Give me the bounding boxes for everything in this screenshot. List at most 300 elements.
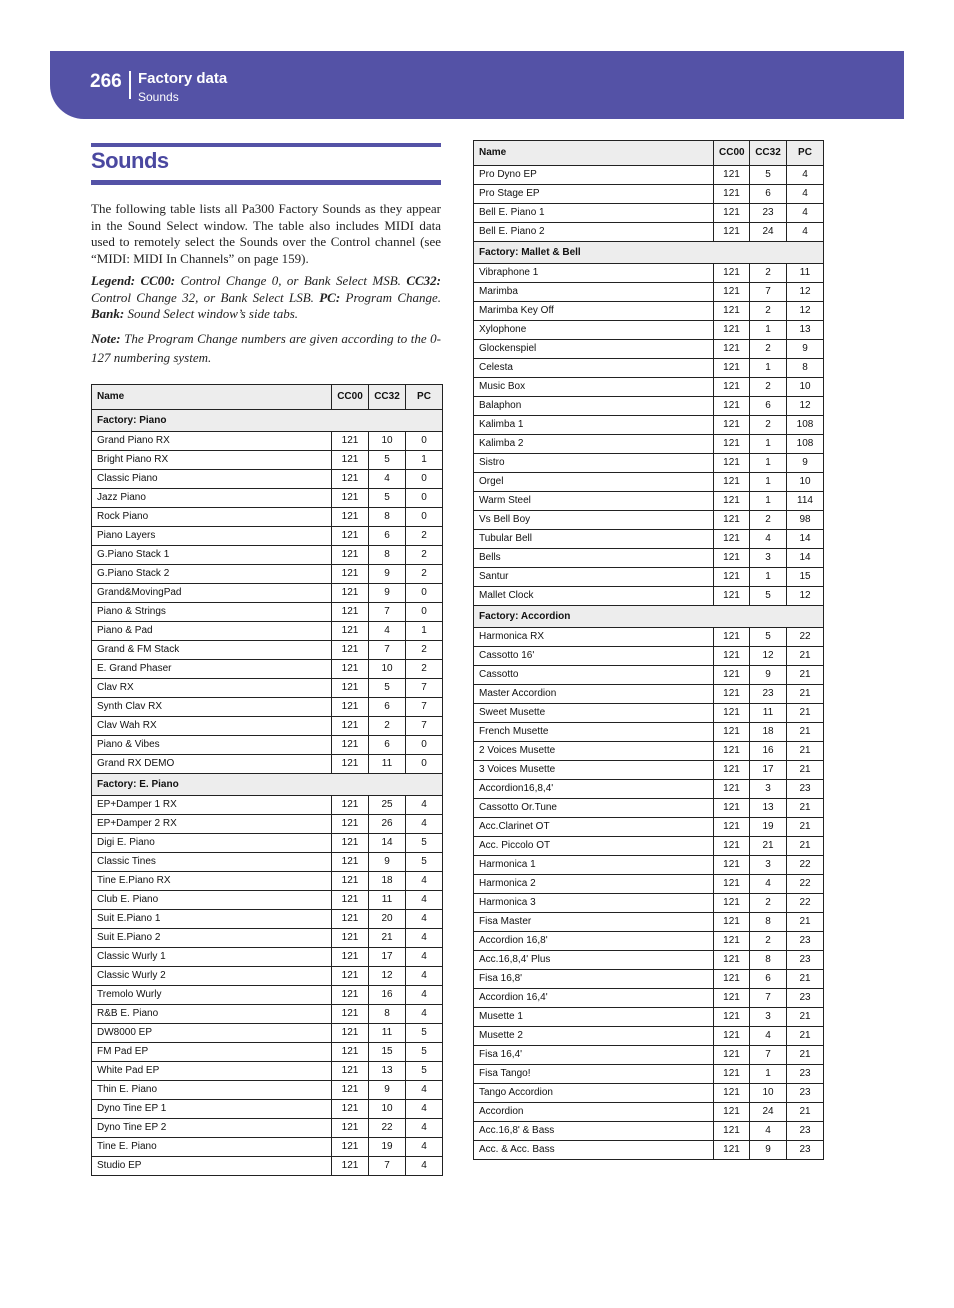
- sound-name-cell: Balaphon: [474, 397, 714, 416]
- pc-cell: 2: [406, 527, 443, 546]
- sounds-table-left: [91, 384, 443, 1176]
- table-row: [474, 549, 824, 568]
- sound-name-cell: Piano & Pad: [92, 622, 332, 641]
- cc32-cell: 2: [369, 717, 406, 736]
- pc-cell: 23: [787, 1141, 824, 1160]
- pc-cell: 23: [787, 1084, 824, 1103]
- cc00-cell: 121: [714, 185, 750, 204]
- cc00-cell: 121: [714, 587, 750, 606]
- sound-name-cell: Dyno Tine EP 1: [92, 1100, 332, 1119]
- sound-name-cell: Celesta: [474, 359, 714, 378]
- cc00-cell: 121: [332, 755, 369, 774]
- cc32-cell: 6: [369, 736, 406, 755]
- table-row: [474, 1141, 824, 1160]
- table-row: [474, 530, 824, 549]
- cc00-cell: 121: [714, 875, 750, 894]
- pc-cell: 21: [787, 837, 824, 856]
- pc-cell: 4: [406, 891, 443, 910]
- table-row: [474, 397, 824, 416]
- table-row: [474, 1027, 824, 1046]
- sound-name-cell: Bell E. Piano 1: [474, 204, 714, 223]
- cc00-cell: 121: [714, 1008, 750, 1027]
- table-row: [92, 641, 443, 660]
- cc32-cell: 4: [750, 1122, 787, 1141]
- page-number: 266: [90, 71, 122, 92]
- cc32-cell: 6: [369, 527, 406, 546]
- cc32-cell: 23: [750, 204, 787, 223]
- pc-cell: 2: [406, 641, 443, 660]
- cc32-cell: 2: [750, 932, 787, 951]
- cc00-cell: 121: [332, 432, 369, 451]
- cc00-cell: 121: [714, 283, 750, 302]
- note-text: The Program Change numbers are given according to the 0-127 numbering system.: [91, 331, 441, 365]
- table-row: [92, 603, 443, 622]
- sound-name-cell: DW8000 EP: [92, 1024, 332, 1043]
- pc-cell: 0: [406, 508, 443, 527]
- cc32-cell: 21: [369, 929, 406, 948]
- sound-name-cell: Digi E. Piano: [92, 834, 332, 853]
- table-row: [474, 1084, 824, 1103]
- table-row: [92, 815, 443, 834]
- sound-name-cell: Fisa 16,4': [474, 1046, 714, 1065]
- sound-name-cell: Musette 2: [474, 1027, 714, 1046]
- cc00-cell: 121: [332, 872, 369, 891]
- sound-name-cell: Vs Bell Boy: [474, 511, 714, 530]
- table-row: [474, 989, 824, 1008]
- cc32-cell: 1: [750, 492, 787, 511]
- table-row: [92, 853, 443, 872]
- cc32-cell: 1: [750, 321, 787, 340]
- cc32-cell: 5: [369, 489, 406, 508]
- pc-cell: 12: [787, 283, 824, 302]
- table-row: [92, 1100, 443, 1119]
- cc00-cell: 121: [714, 204, 750, 223]
- sound-name-cell: Pro Stage EP: [474, 185, 714, 204]
- pc-cell: 5: [406, 1024, 443, 1043]
- cc00-cell: 121: [714, 530, 750, 549]
- sound-name-cell: Santur: [474, 568, 714, 587]
- sound-name-cell: Grand RX DEMO: [92, 755, 332, 774]
- table-row: [474, 780, 824, 799]
- cc32-cell: 23: [750, 685, 787, 704]
- cc32-cell: 19: [750, 818, 787, 837]
- sound-name-cell: Cassotto Or.Tune: [474, 799, 714, 818]
- cc32-cell: 9: [369, 584, 406, 603]
- cc32-cell: 4: [369, 622, 406, 641]
- sound-name-cell: Tremolo Wurly: [92, 986, 332, 1005]
- pc-cell: 4: [406, 986, 443, 1005]
- table-row: [474, 264, 824, 283]
- pc-cell: 14: [787, 549, 824, 568]
- cc32-cell: 13: [369, 1062, 406, 1081]
- table-row: [474, 416, 824, 435]
- table-row: [474, 818, 824, 837]
- sound-name-cell: Harmonica 2: [474, 875, 714, 894]
- sound-name-cell: Acc. & Acc. Bass: [474, 1141, 714, 1160]
- pc-cell: 1: [406, 451, 443, 470]
- table-row: [474, 492, 824, 511]
- pc-cell: 4: [406, 1119, 443, 1138]
- cc00-cell: 121: [332, 584, 369, 603]
- cc32-cell: 3: [750, 549, 787, 568]
- cc32-cell: 2: [750, 340, 787, 359]
- sound-name-cell: Classic Piano: [92, 470, 332, 489]
- table-row: [92, 660, 443, 679]
- table-row: [92, 451, 443, 470]
- cc32-cell: 14: [369, 834, 406, 853]
- cc32-cell: 7: [369, 603, 406, 622]
- table-row: [474, 204, 824, 223]
- table-row: [474, 647, 824, 666]
- table-row: [92, 622, 443, 641]
- cc00-cell: 121: [332, 679, 369, 698]
- cc32-cell: 6: [369, 698, 406, 717]
- cc00-cell: 121: [332, 470, 369, 489]
- cc32-cell: 1: [750, 359, 787, 378]
- table-row: [474, 321, 824, 340]
- sound-name-cell: Music Box: [474, 378, 714, 397]
- cc32-cell: 1: [750, 1065, 787, 1084]
- sound-name-cell: Fisa Tango!: [474, 1065, 714, 1084]
- table-row: [474, 587, 824, 606]
- cc00-cell: 121: [332, 796, 369, 815]
- sound-name-cell: Sweet Musette: [474, 704, 714, 723]
- cc32-cell: 1: [750, 454, 787, 473]
- column-header-name: Name: [92, 385, 332, 410]
- cc32-cell: 21: [750, 837, 787, 856]
- pc-cell: 4: [406, 967, 443, 986]
- cc32-cell: 10: [369, 432, 406, 451]
- cc32-cell: 24: [750, 1103, 787, 1122]
- pc-cell: 4: [406, 910, 443, 929]
- sound-name-cell: Mallet Clock: [474, 587, 714, 606]
- sound-name-cell: 2 Voices Musette: [474, 742, 714, 761]
- cc32-cell: 6: [750, 185, 787, 204]
- cc00-cell: 121: [714, 780, 750, 799]
- cc32-cell: 11: [369, 1024, 406, 1043]
- pc-cell: 5: [406, 1062, 443, 1081]
- table-row: [474, 1122, 824, 1141]
- cc00-cell: 121: [332, 1119, 369, 1138]
- cc32-cell: 11: [369, 891, 406, 910]
- pc-cell: 11: [787, 264, 824, 283]
- table-row: [474, 283, 824, 302]
- pc-cell: 4: [406, 1081, 443, 1100]
- table-row: [92, 910, 443, 929]
- cc00-cell: 121: [332, 698, 369, 717]
- pc-cell: 22: [787, 894, 824, 913]
- sound-name-cell: Accordion: [474, 1103, 714, 1122]
- pc-cell: 13: [787, 321, 824, 340]
- sound-name-cell: White Pad EP: [92, 1062, 332, 1081]
- sound-name-cell: Cassotto: [474, 666, 714, 685]
- pc-cell: 1: [406, 622, 443, 641]
- pc-cell: 0: [406, 755, 443, 774]
- cc00-cell: 121: [714, 321, 750, 340]
- pc-cell: 2: [406, 565, 443, 584]
- sound-name-cell: Studio EP: [92, 1157, 332, 1176]
- cc00-cell: 121: [714, 359, 750, 378]
- cc00-cell: 121: [714, 511, 750, 530]
- cc00-cell: 121: [332, 565, 369, 584]
- table-row: [474, 568, 824, 587]
- pc-cell: 23: [787, 932, 824, 951]
- pc-cell: 21: [787, 970, 824, 989]
- pc-cell: 4: [406, 1100, 443, 1119]
- cc32-cell: 10: [369, 660, 406, 679]
- table-row: [92, 986, 443, 1005]
- cc32-cell: 3: [750, 856, 787, 875]
- sound-name-cell: Grand&MovingPad: [92, 584, 332, 603]
- table-row: [474, 856, 824, 875]
- cc00-cell: 121: [332, 834, 369, 853]
- cc00-cell: 121: [714, 970, 750, 989]
- cc00-cell: 121: [332, 948, 369, 967]
- cc32-text: Control Change 32, or Bank Select LSB.: [91, 289, 314, 305]
- table-row: [92, 796, 443, 815]
- cc32-cell: 22: [369, 1119, 406, 1138]
- cc00-cell: 121: [714, 264, 750, 283]
- table-row: [92, 1005, 443, 1024]
- cc32-cell: 17: [369, 948, 406, 967]
- cc00-cell: 121: [332, 986, 369, 1005]
- cc32-cell: 10: [369, 1100, 406, 1119]
- pc-cell: 8: [787, 359, 824, 378]
- cc32-label: CC32:: [406, 273, 442, 288]
- table-row: [474, 742, 824, 761]
- cc32-cell: 4: [750, 530, 787, 549]
- cc32-cell: 4: [369, 470, 406, 489]
- pc-cell: 10: [787, 378, 824, 397]
- cc00-cell: 121: [714, 704, 750, 723]
- pc-cell: 108: [787, 435, 824, 454]
- sound-name-cell: French Musette: [474, 723, 714, 742]
- cc00-cell: 121: [332, 1043, 369, 1062]
- pc-cell: 23: [787, 1065, 824, 1084]
- pc-cell: 22: [787, 875, 824, 894]
- cc00-cell: 121: [714, 549, 750, 568]
- cc32-cell: 5: [369, 679, 406, 698]
- table-row: [474, 685, 824, 704]
- table-row: [474, 302, 824, 321]
- pc-cell: 21: [787, 685, 824, 704]
- table-row: [92, 546, 443, 565]
- cc32-cell: 11: [750, 704, 787, 723]
- cc00-text: Control Change 0, or Bank Select MSB.: [180, 273, 401, 288]
- cc00-cell: 121: [332, 641, 369, 660]
- table-row: [92, 948, 443, 967]
- cc00-cell: 121: [714, 1027, 750, 1046]
- pc-cell: 9: [787, 340, 824, 359]
- pc-cell: 7: [406, 679, 443, 698]
- sound-name-cell: Acc.Clarinet OT: [474, 818, 714, 837]
- pc-cell: 4: [406, 796, 443, 815]
- category-label: Factory: Accordion: [474, 606, 824, 628]
- table-row: [474, 837, 824, 856]
- pc-cell: 7: [406, 698, 443, 717]
- table-row: [474, 666, 824, 685]
- cc32-cell: 12: [750, 647, 787, 666]
- cc00-cell: 121: [714, 166, 750, 185]
- table-row: [92, 527, 443, 546]
- table-row: [92, 1119, 443, 1138]
- pc-cell: 4: [406, 1005, 443, 1024]
- pc-cell: 21: [787, 647, 824, 666]
- cc32-cell: 1: [750, 435, 787, 454]
- cc00-cell: 121: [332, 1138, 369, 1157]
- cc00-cell: 121: [714, 454, 750, 473]
- pc-cell: 21: [787, 1103, 824, 1122]
- note-paragraph: [91, 330, 441, 367]
- cc00-cell: 121: [332, 891, 369, 910]
- table-row: [92, 489, 443, 508]
- cc32-cell: 19: [369, 1138, 406, 1157]
- pc-cell: 14: [787, 530, 824, 549]
- cc00-cell: 121: [714, 666, 750, 685]
- table-row: [474, 166, 824, 185]
- column-header-name: Name: [474, 141, 714, 166]
- sound-name-cell: Piano & Vibes: [92, 736, 332, 755]
- sound-name-cell: Marimba: [474, 283, 714, 302]
- pc-cell: 2: [406, 660, 443, 679]
- cc00-cell: 121: [714, 435, 750, 454]
- category-label: Factory: Piano: [92, 410, 443, 432]
- sound-name-cell: Marimba Key Off: [474, 302, 714, 321]
- table-row: [92, 1157, 443, 1176]
- pc-cell: 22: [787, 856, 824, 875]
- column-header-cc00: CC00: [332, 385, 369, 410]
- sound-name-cell: Acc. Piccolo OT: [474, 837, 714, 856]
- sound-name-cell: Bell E. Piano 2: [474, 223, 714, 242]
- table-row: [474, 454, 824, 473]
- cc00-label: CC00:: [140, 273, 176, 288]
- pc-cell: 4: [406, 948, 443, 967]
- pc-cell: 21: [787, 704, 824, 723]
- pc-label: PC:: [319, 289, 341, 305]
- pc-cell: 23: [787, 951, 824, 970]
- table-row: [474, 511, 824, 530]
- cc32-cell: 25: [369, 796, 406, 815]
- table-row: [92, 891, 443, 910]
- sound-name-cell: Dyno Tine EP 2: [92, 1119, 332, 1138]
- cc32-cell: 1: [750, 568, 787, 587]
- pc-cell: 4: [787, 223, 824, 242]
- cc32-cell: 18: [750, 723, 787, 742]
- cc00-cell: 121: [714, 340, 750, 359]
- pc-cell: 7: [406, 717, 443, 736]
- cc32-cell: 2: [750, 416, 787, 435]
- table-row: [92, 1024, 443, 1043]
- pc-cell: 0: [406, 432, 443, 451]
- header-title: Factory data: [138, 70, 228, 87]
- cc32-cell: 2: [750, 264, 787, 283]
- table-row: [474, 435, 824, 454]
- pc-cell: 21: [787, 1027, 824, 1046]
- cc00-cell: 121: [714, 989, 750, 1008]
- cc32-cell: 4: [750, 875, 787, 894]
- cc00-cell: 121: [714, 761, 750, 780]
- table-row: [474, 799, 824, 818]
- table-row: [474, 761, 824, 780]
- table-row: [92, 717, 443, 736]
- cc00-cell: 121: [714, 951, 750, 970]
- cc32-cell: 9: [369, 565, 406, 584]
- sound-name-cell: Tubular Bell: [474, 530, 714, 549]
- pc-cell: 23: [787, 989, 824, 1008]
- cc32-cell: 3: [750, 1008, 787, 1027]
- column-header-cc32: CC32: [750, 141, 787, 166]
- pc-cell: 21: [787, 913, 824, 932]
- intro-paragraph: The following table lists all Pa300 Factory Sounds as they appear in the Sound Select window. The table also includes MIDI data used to remotely select the Sounds over the Control channel (see “MIDI: MIDI In Channels” on page 159).: [91, 201, 441, 266]
- sound-name-cell: Tine E.Piano RX: [92, 872, 332, 891]
- pc-cell: 9: [787, 454, 824, 473]
- cc00-cell: 121: [332, 603, 369, 622]
- sound-name-cell: Harmonica 3: [474, 894, 714, 913]
- table-row: [92, 679, 443, 698]
- pc-cell: 21: [787, 1046, 824, 1065]
- table-row: [92, 967, 443, 986]
- cc00-cell: 121: [332, 929, 369, 948]
- cc00-cell: 121: [332, 967, 369, 986]
- sound-name-cell: Musette 1: [474, 1008, 714, 1027]
- cc32-cell: 2: [750, 378, 787, 397]
- table-row: [474, 1008, 824, 1027]
- cc32-cell: 26: [369, 815, 406, 834]
- sounds-table-right: [473, 140, 824, 1160]
- pc-cell: 4: [787, 204, 824, 223]
- note-label: Note:: [91, 331, 121, 346]
- cc00-cell: 121: [714, 1103, 750, 1122]
- cc00-cell: 121: [332, 622, 369, 641]
- table-row: [474, 913, 824, 932]
- table-header-row: [92, 385, 443, 410]
- pc-cell: 15: [787, 568, 824, 587]
- table-row: [92, 1081, 443, 1100]
- pc-cell: 21: [787, 761, 824, 780]
- cc32-cell: 13: [750, 799, 787, 818]
- pc-cell: 4: [787, 166, 824, 185]
- cc00-cell: 121: [714, 302, 750, 321]
- table-row: [474, 628, 824, 647]
- table-row: [92, 1062, 443, 1081]
- section-rule-bottom: [91, 180, 441, 185]
- table-row: [474, 1065, 824, 1084]
- header-subtitle: Sounds: [138, 90, 179, 104]
- table-row: [92, 1043, 443, 1062]
- sound-name-cell: Warm Steel: [474, 492, 714, 511]
- cc00-cell: 121: [714, 628, 750, 647]
- sound-name-cell: Orgel: [474, 473, 714, 492]
- cc00-cell: 121: [714, 799, 750, 818]
- cc00-cell: 121: [714, 1046, 750, 1065]
- cc32-cell: 24: [750, 223, 787, 242]
- cc00-cell: 121: [332, 1024, 369, 1043]
- cc00-cell: 121: [332, 660, 369, 679]
- cc00-cell: 121: [332, 546, 369, 565]
- cc00-cell: 121: [714, 856, 750, 875]
- cc32-cell: 8: [369, 508, 406, 527]
- cc00-cell: 121: [332, 815, 369, 834]
- pc-cell: 2: [406, 546, 443, 565]
- header-divider: [129, 71, 131, 99]
- section-rule-top: [91, 143, 441, 147]
- cc00-cell: 121: [332, 1062, 369, 1081]
- cc32-cell: 16: [369, 986, 406, 1005]
- cc32-cell: 17: [750, 761, 787, 780]
- cc32-cell: 2: [750, 302, 787, 321]
- pc-cell: 23: [787, 1122, 824, 1141]
- cc32-cell: 18: [369, 872, 406, 891]
